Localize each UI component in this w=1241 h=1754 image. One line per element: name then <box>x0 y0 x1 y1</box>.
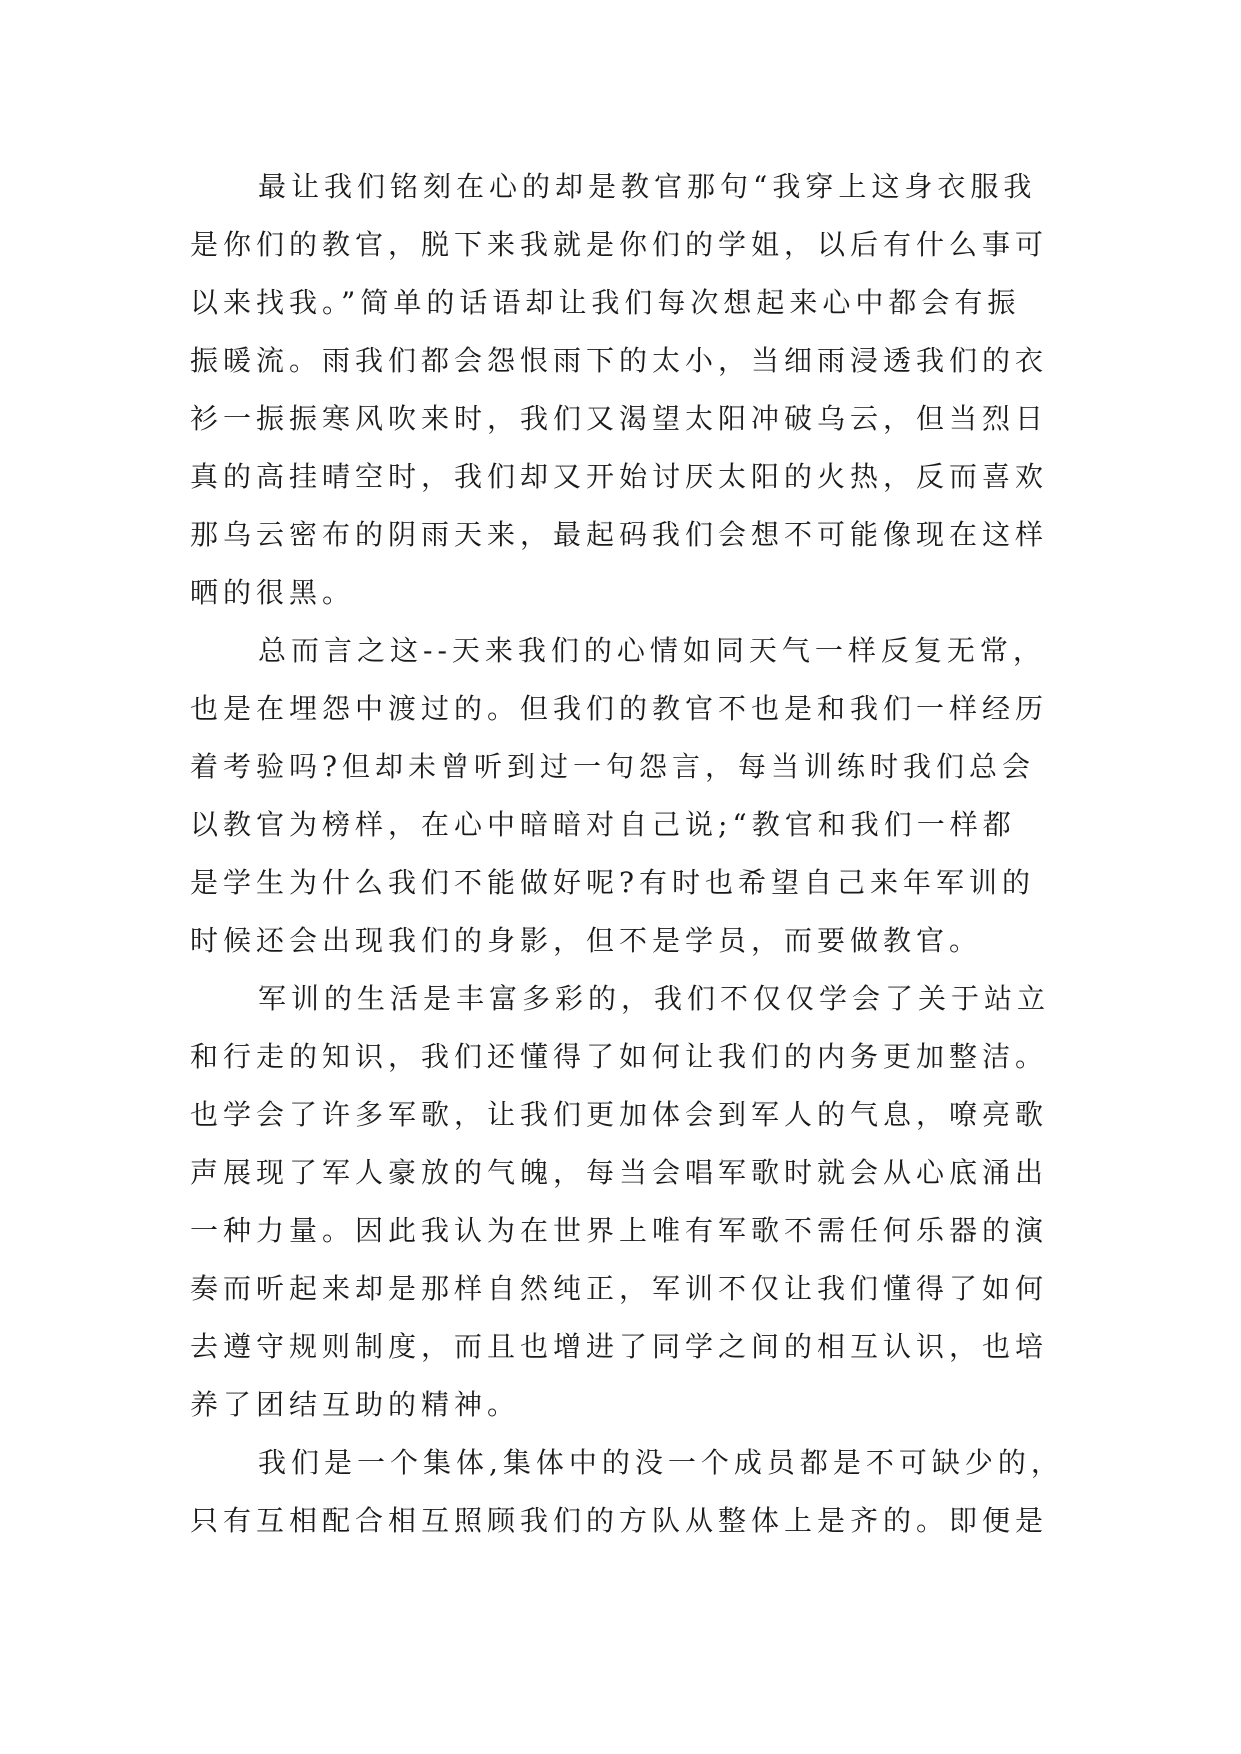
paragraph-1-line-8: 晒的很黑。 <box>190 576 356 609</box>
paragraph-2-line-3: 着考验吗?但却未曾听到过一句怨言，每当训练时我们总会 <box>190 750 1036 783</box>
paragraph-2-line-4: 以教官为榜样，在心中暗暗对自己说;“教官和我们一样都 <box>190 808 1016 841</box>
paragraph-2-line-2: 也是在埋怨中渡过的。但我们的教官不也是和我们一样经历 <box>190 692 1049 725</box>
paragraph-1-line-7: 那乌云密布的阴雨天来，最起码我们会想不可能像现在这样 <box>190 518 1049 551</box>
paragraph-4-line-2: 只有互相配合相互照顾我们的方队从整体上是齐的。即便是 <box>190 1504 1049 1537</box>
paragraph-3-line-3: 也学会了许多军歌，让我们更加体会到军人的气息，嘹亮歌 <box>190 1098 1049 1131</box>
document-body <box>190 158 1064 1550</box>
paragraph-3-line-8: 养了团结互助的精神。 <box>190 1388 521 1421</box>
paragraph-1-line-3: 以来找我。”简单的话语却让我们每次想起来心中都会有振 <box>190 286 1021 319</box>
paragraph-2-line-1: 总而言之这--天来我们的心情如同天气一样反复无常， <box>258 634 1046 667</box>
paragraph-3-line-1: 军训的生活是丰富多彩的，我们不仅仅学会了关于站立 <box>258 982 1051 1015</box>
paragraph-3-line-7: 去遵守规则制度，而且也增进了同学之间的相互认识，也培 <box>190 1330 1049 1363</box>
paragraph-1-line-5: 衫一振振寒风吹来时，我们又渴望太阳冲破乌云，但当烈日 <box>190 402 1049 435</box>
paragraph-3-line-4: 声展现了军人豪放的气魄，每当会唱军歌时就会从心底涌出 <box>190 1156 1049 1189</box>
paragraph-1-line-1: 最让我们铭刻在心的却是教官那句“我穿上这身衣服我 <box>258 170 1037 203</box>
paragraph-1-line-2: 是你们的教官，脱下来我就是你们的学姐，以后有什么事可 <box>190 228 1049 261</box>
paragraph-3-line-2: 和行走的知识，我们还懂得了如何让我们的内务更加整洁。 <box>190 1040 1049 1073</box>
paragraph-3-line-6: 奏而听起来却是那样自然纯正，军训不仅让我们懂得了如何 <box>190 1272 1049 1305</box>
paragraph-2-line-6: 时候还会出现我们的身影，但不是学员，而要做教官。 <box>190 924 983 957</box>
paragraph-1-line-6: 真的高挂晴空时，我们却又开始讨厌太阳的火热，反而喜欢 <box>190 460 1049 493</box>
paragraph-1-line-4: 振暖流。雨我们都会怨恨雨下的太小，当细雨浸透我们的衣 <box>190 344 1049 377</box>
paragraph-4-line-1: 我们是一个集体,集体中的没一个成员都是不可缺少的， <box>258 1446 1064 1479</box>
paragraph-3-line-5: 一种力量。因此我认为在世界上唯有军歌不需任何乐器的演 <box>190 1214 1049 1247</box>
paragraph-2-line-5: 是学生为什么我们不能做好呢?有时也希望自己来年军训的 <box>190 866 1036 899</box>
